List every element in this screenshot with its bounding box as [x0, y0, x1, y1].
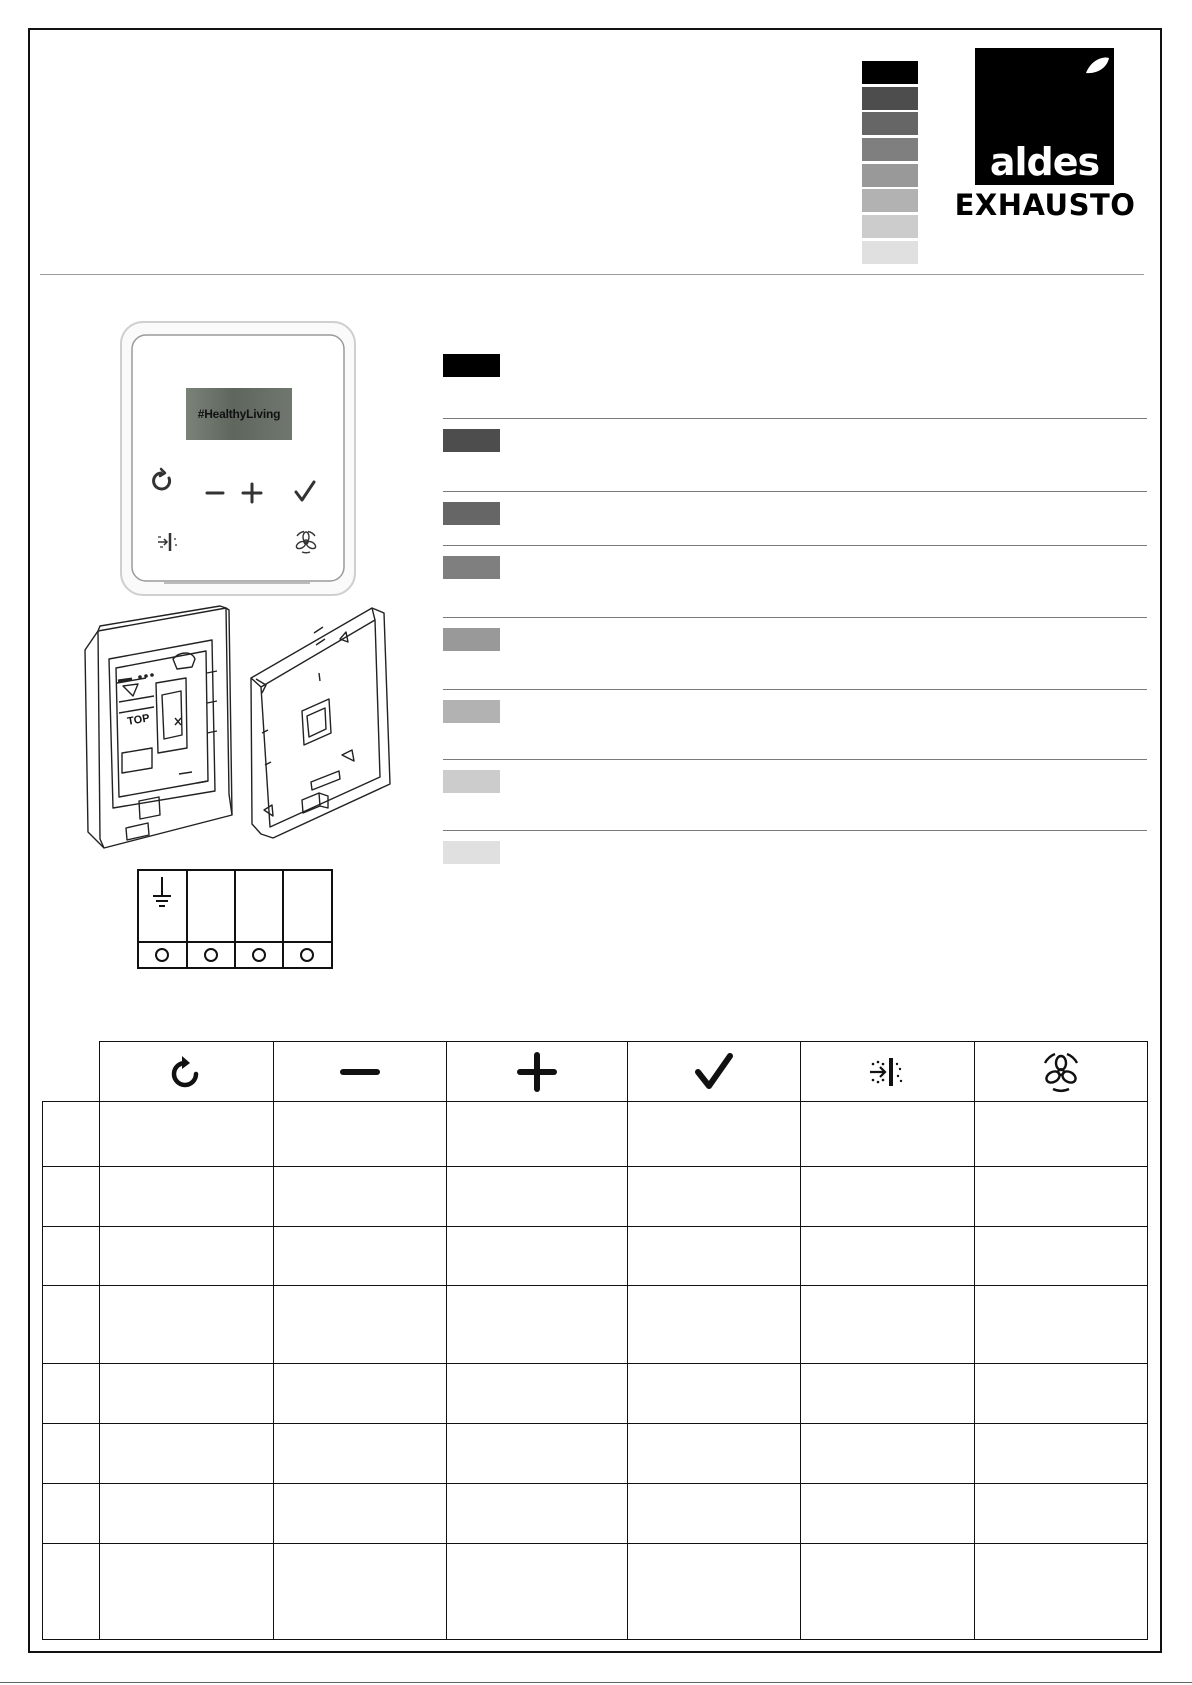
table-cell [447, 1424, 628, 1484]
table-cell [274, 1102, 447, 1167]
table-cell [975, 1364, 1148, 1424]
table-cell [628, 1102, 801, 1167]
column-header-minus [274, 1042, 447, 1102]
table-cell [801, 1484, 975, 1544]
legend-row [443, 690, 1147, 760]
logo-mark [975, 48, 1114, 185]
table-row [43, 1484, 1148, 1544]
legend-shade-chip [443, 354, 500, 377]
grey-swatch [862, 61, 918, 84]
logo-word: aldes [989, 140, 1100, 184]
table-cell [274, 1167, 447, 1227]
table-cell [274, 1286, 447, 1364]
table-cell [801, 1286, 975, 1364]
table-cell [975, 1286, 1148, 1364]
row-label-cell [43, 1227, 100, 1286]
controller-front-illustration [120, 321, 356, 596]
table-cell [801, 1102, 975, 1167]
row-label-cell [43, 1364, 100, 1424]
legend-shade-chip [443, 770, 500, 793]
table-cell [100, 1167, 274, 1227]
table-cell [100, 1484, 274, 1544]
legend-shade-chip [443, 556, 500, 579]
row-label-cell [43, 1102, 100, 1167]
fan-icon [1039, 1050, 1083, 1094]
table-row [43, 1364, 1148, 1424]
table-cell [975, 1167, 1148, 1227]
legend-row [443, 831, 1147, 871]
table-cell [628, 1167, 801, 1227]
controller-back-illustration [82, 603, 398, 853]
column-header-fan [975, 1042, 1148, 1102]
table-cell [100, 1424, 274, 1484]
table-cell [447, 1544, 628, 1640]
table-cell [274, 1424, 447, 1484]
column-header-check [628, 1042, 801, 1102]
row-label-cell [43, 1286, 100, 1364]
table-cell [628, 1544, 801, 1640]
table-cell [100, 1102, 274, 1167]
table-cell [801, 1544, 975, 1640]
table-row [43, 1167, 1148, 1227]
table-row [43, 1424, 1148, 1484]
check-icon [692, 1052, 736, 1092]
grey-swatch [862, 215, 918, 238]
row-label-cell [43, 1424, 100, 1484]
grey-swatch [862, 241, 918, 264]
filter-icon [866, 1052, 910, 1092]
table-cell [274, 1544, 447, 1640]
button-function-table [42, 1041, 1148, 1640]
aldes-exhausto-logo [946, 48, 1144, 222]
legend-row [443, 492, 1147, 546]
table-cell [975, 1102, 1148, 1167]
plus-icon [515, 1052, 559, 1092]
table-cell [447, 1102, 628, 1167]
table-cell [274, 1484, 447, 1544]
shade-legend [443, 350, 1147, 871]
top-marking: TOP [126, 712, 151, 728]
table-cell [628, 1424, 801, 1484]
table-cell [447, 1286, 628, 1364]
terminal-block-diagram [137, 869, 333, 969]
row-label-cell [43, 1484, 100, 1544]
table-row [43, 1286, 1148, 1364]
table-cell [801, 1364, 975, 1424]
row-label-cell [43, 1167, 100, 1227]
header-divider [40, 274, 1144, 275]
legend-row [443, 350, 1147, 419]
table-cell [975, 1544, 1148, 1640]
table-row [43, 1102, 1148, 1167]
table-cell [447, 1227, 628, 1286]
table-cell [100, 1227, 274, 1286]
grey-swatch [862, 189, 918, 212]
table-cell [100, 1544, 274, 1640]
table-cell [801, 1227, 975, 1286]
column-header-filter [801, 1042, 975, 1102]
table-body [43, 1102, 1148, 1640]
table-cell [975, 1227, 1148, 1286]
lcd-display-text: #HealthyLiving [197, 407, 281, 421]
legend-shade-chip [443, 502, 500, 525]
legend-row [443, 760, 1147, 831]
table-row [43, 1544, 1148, 1640]
page-bottom-rule [0, 1682, 1192, 1683]
legend-shade-chip [443, 429, 500, 452]
grey-swatch-stack [862, 61, 918, 267]
grey-swatch [862, 87, 918, 110]
column-header-back [100, 1042, 274, 1102]
grey-swatch [862, 138, 918, 161]
table-cell [447, 1364, 628, 1424]
legend-row [443, 618, 1147, 690]
minus-icon [338, 1052, 382, 1092]
brand-name: EXHAUSTO [954, 188, 1136, 222]
legend-shade-chip [443, 700, 500, 723]
table-cell [975, 1424, 1148, 1484]
table-cell [801, 1167, 975, 1227]
table-cell [447, 1484, 628, 1544]
row-label-cell [43, 1544, 100, 1640]
legend-shade-chip [443, 628, 500, 651]
legend-row [443, 419, 1147, 492]
table-cell [100, 1286, 274, 1364]
grey-swatch [862, 164, 918, 187]
table-cell [628, 1364, 801, 1424]
column-header-plus [447, 1042, 628, 1102]
table-corner [43, 1042, 100, 1102]
table-cell [628, 1484, 801, 1544]
legend-row [443, 546, 1147, 618]
table-cell [628, 1227, 801, 1286]
table-row [43, 1227, 1148, 1286]
table-cell [975, 1484, 1148, 1544]
legend-shade-chip [443, 841, 500, 864]
back-icon [167, 1052, 207, 1092]
grey-swatch [862, 112, 918, 135]
table-cell [274, 1227, 447, 1286]
table-cell [274, 1364, 447, 1424]
table-cell [801, 1424, 975, 1484]
ground-icon [153, 877, 171, 906]
table-cell [100, 1364, 274, 1424]
table-cell [628, 1286, 801, 1364]
table-cell [447, 1167, 628, 1227]
